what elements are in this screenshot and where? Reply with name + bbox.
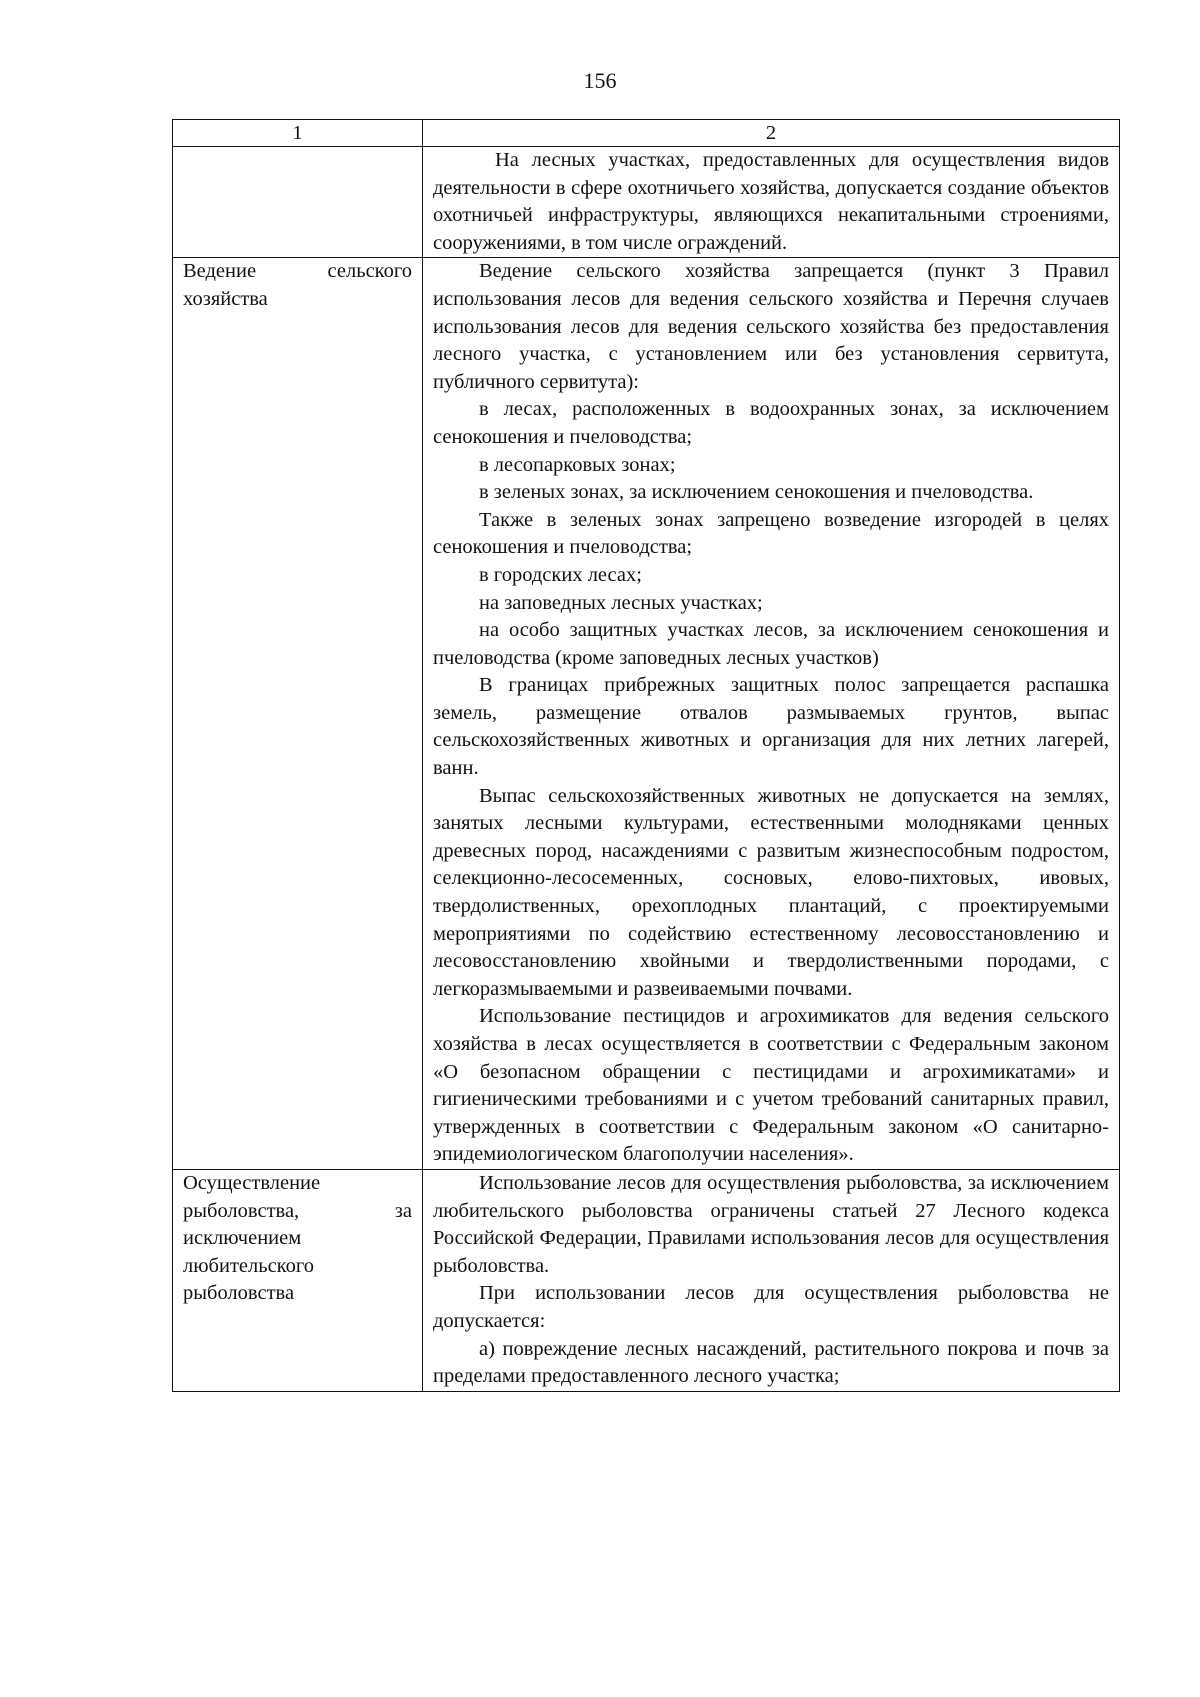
row-content [423, 1169, 1120, 1391]
paragraph: Ведение сельского хозяйства запрещается (пункт 3 Правил использования лесов для ведения сельского хозяйства и Перечня случаев использования лесов для ведения сельского хозяйства без предоставления лесного участка, с установлением или без установления сервитута, публичного сервитута): [433, 260, 1109, 393]
paragraph: Выпас сельскохозяйственных животных не допускается на землях, занятых лесными культурами, естественными молодняками ценных древесных пород, насаждениями с развитым жизнеспособным подростом, селекционно-лесосеменных, сосновых, елово-пихтовых, ивовых, твердолиственных, орехоплодных плантаций, с проектируемыми мероприятиями по содействию естественному лесовосстановлению и лесовосстановлению хвойными и твердолиственными породами, с легкоразмываемыми и развеиваемыми почвами. [433, 784, 1109, 1000]
table-row [173, 258, 1120, 1170]
row-label: Осуществление рыболовства, за исключением любительского рыболовства [173, 1169, 423, 1391]
paragraph: Также в зеленых зонах запрещено возведение изгородей в целях сенокошения и пчеловодства; [433, 508, 1109, 559]
paragraph: На лесных участках, предоставленных для осуществления видов деятельности в сфере охотничьего хозяйства, допускается создание объектов охотничьей инфраструктуры, являющихся некапитальными строениями, сооружениями, в том числе ограждений. [433, 149, 1109, 254]
paragraph: При использовании лесов для осуществления рыболовства не допускается: [433, 1282, 1109, 1332]
page-number: 156 [583, 68, 617, 93]
column-header-1: 1 [173, 120, 423, 147]
paragraph: Использование пестицидов и агрохимикатов для ведения сельского хозяйства в лесах осуществляется в соответствии с Федеральным законом «О безопасном обращении с пестицидами и агрохимикатами» и гигиеническими требованиями и с учетом требований санитарных правил, утвержденных в соответствии с Федеральным законом «О санитарно-эпидемиологическом благополучии населения». [433, 1005, 1109, 1166]
table-row [173, 1169, 1120, 1391]
regulations-table [172, 119, 1120, 1392]
row-label [173, 147, 423, 258]
paragraph: в городских лесах; [479, 563, 642, 586]
paragraph: на особо защитных участках лесов, за исключением сенокошения и пчеловодства (кроме заповедных лесных участков) [433, 619, 1109, 669]
paragraph: на заповедных лесных участках; [479, 591, 763, 614]
paragraph: В границах прибрежных защитных полос запрещается распашка земель, размещение отвалов размываемых грунтов, выпас сельскохозяйственных животных и организация для них летних лагерей, ванн. [433, 674, 1109, 780]
row-content [423, 147, 1120, 258]
paragraph: в зеленых зонах, за исключением сенокошения и пчеловодства. [479, 481, 1034, 504]
row-label: Ведение сельского хозяйства [173, 258, 423, 1170]
row-content [423, 258, 1120, 1170]
table-row [173, 147, 1120, 258]
paragraph: а) повреждение лесных насаждений, растительного покрова и почв за пределами предоставленного лесного участка; [433, 1337, 1109, 1388]
paragraph: в лесопарковых зонах; [479, 453, 676, 476]
paragraph: Использование лесов для осуществления рыболовства, за исключением любительского рыболовства ограничены статьей 27 Лесного кодекса Российской Федерации, Правилами использования лесов для осуществления рыболовства. [433, 1171, 1109, 1277]
column-header-2: 2 [423, 120, 1120, 147]
paragraph: в лесах, расположенных в водоохранных зонах, за исключением сенокошения и пчеловодства; [433, 398, 1109, 448]
table-header-row [173, 120, 1120, 147]
